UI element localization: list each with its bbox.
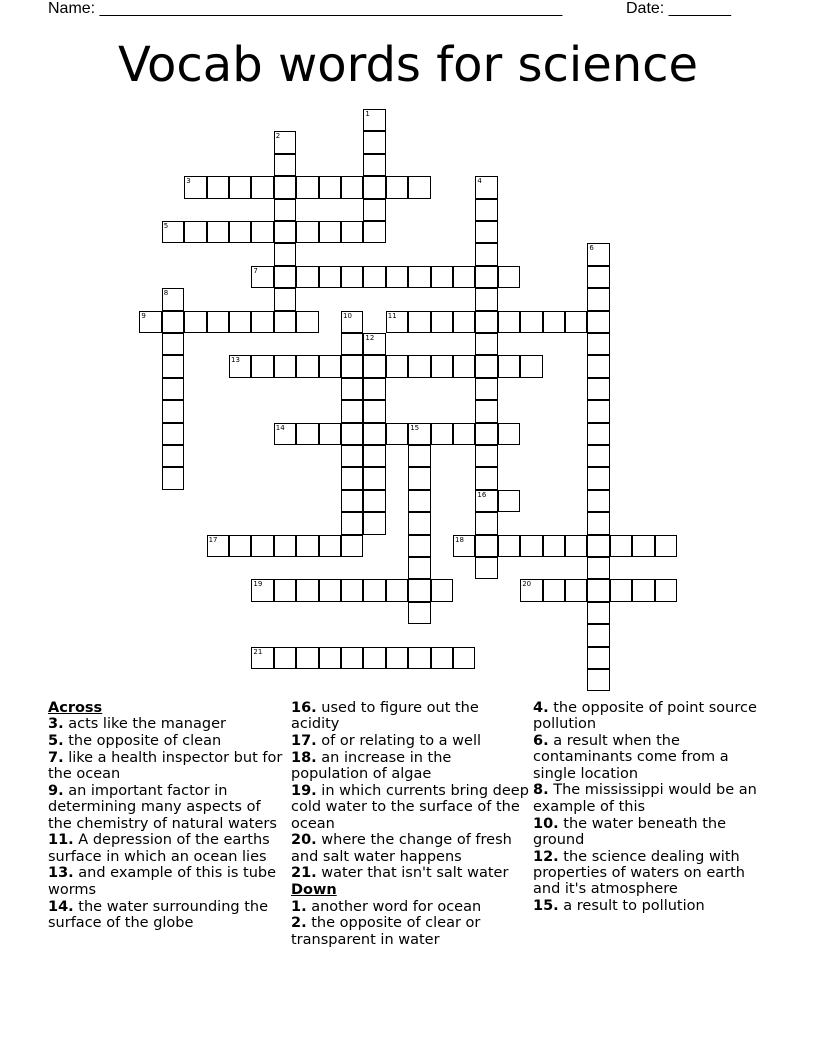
crossword-cell[interactable] (543, 579, 565, 601)
crossword-cell[interactable] (162, 467, 184, 489)
clues-column-3 (533, 700, 763, 915)
crossword-cell[interactable] (587, 647, 609, 669)
crossword-cell[interactable] (229, 355, 251, 377)
crossword-cell[interactable] (565, 579, 587, 601)
crossword-cell[interactable] (341, 400, 363, 422)
crossword-cell[interactable] (386, 355, 408, 377)
crossword-cell[interactable] (408, 535, 430, 557)
crossword-cell[interactable] (565, 311, 587, 333)
crossword-cell[interactable] (341, 266, 363, 288)
crossword-cell[interactable] (408, 423, 430, 445)
crossword-cell[interactable] (162, 311, 184, 333)
crossword-cell[interactable] (341, 490, 363, 512)
crossword-cell[interactable] (587, 602, 609, 624)
crossword-cell[interactable] (162, 333, 184, 355)
crossword-cell[interactable] (341, 221, 363, 243)
crossword-cell[interactable] (408, 579, 430, 601)
crossword-cell[interactable] (207, 311, 229, 333)
crossword-cell[interactable] (363, 109, 385, 131)
crossword-cell[interactable] (363, 490, 385, 512)
crossword-cell[interactable] (341, 535, 363, 557)
crossword-cell[interactable] (296, 221, 318, 243)
crossword-cell[interactable] (162, 221, 184, 243)
crossword-cell[interactable] (341, 445, 363, 467)
crossword-cell[interactable] (610, 535, 632, 557)
crossword-cell[interactable] (408, 467, 430, 489)
crossword-cell[interactable] (341, 467, 363, 489)
crossword-cell[interactable] (363, 199, 385, 221)
crossword-cell[interactable] (408, 490, 430, 512)
crossword-cell[interactable] (363, 221, 385, 243)
crossword-cell[interactable] (520, 311, 542, 333)
crossword-cell[interactable] (408, 512, 430, 534)
crossword-cell[interactable] (296, 579, 318, 601)
crossword-cell[interactable] (319, 647, 341, 669)
crossword-cell[interactable] (363, 355, 385, 377)
crossword-cell[interactable] (274, 176, 296, 198)
crossword-cell[interactable] (184, 311, 206, 333)
crossword-cell[interactable] (341, 378, 363, 400)
crossword-cell[interactable] (543, 535, 565, 557)
crossword-cell[interactable] (498, 355, 520, 377)
clue-across-20: 20. where the change of fresh and salt water happens (291, 832, 512, 865)
clue-down-15: 15. a result to pollution (533, 898, 705, 915)
crossword-cell[interactable] (453, 311, 475, 333)
crossword-cell[interactable] (251, 647, 273, 669)
crossword-cell[interactable] (386, 579, 408, 601)
crossword-cell[interactable] (274, 579, 296, 601)
crossword-cell[interactable] (251, 176, 273, 198)
clue-across-17: 17. of or relating to a well (291, 733, 482, 750)
crossword-cell[interactable] (587, 490, 609, 512)
crossword-cell[interactable] (319, 355, 341, 377)
crossword-cell[interactable] (431, 266, 453, 288)
crossword-cell[interactable] (162, 400, 184, 422)
crossword-cell[interactable] (229, 535, 251, 557)
crossword-cell[interactable] (408, 311, 430, 333)
clue-across-5: 5. the opposite of clean (48, 733, 222, 750)
crossword-cell[interactable] (587, 288, 609, 310)
crossword-cell[interactable] (251, 221, 273, 243)
crossword-cell[interactable] (207, 221, 229, 243)
crossword-cell[interactable] (139, 311, 161, 333)
crossword-cell[interactable] (184, 221, 206, 243)
crossword-cell[interactable] (408, 647, 430, 669)
crossword-cell[interactable] (386, 423, 408, 445)
crossword-cell[interactable] (363, 579, 385, 601)
crossword-cell[interactable] (587, 423, 609, 445)
clue-number: 7 (253, 266, 258, 275)
crossword-cell[interactable] (498, 423, 520, 445)
crossword-cell[interactable] (431, 579, 453, 601)
crossword-cell[interactable] (319, 221, 341, 243)
down-heading: Down (291, 882, 337, 899)
crossword-cell[interactable] (184, 176, 206, 198)
crossword-cell[interactable] (587, 333, 609, 355)
crossword-cell[interactable] (475, 467, 497, 489)
crossword-cell[interactable] (587, 535, 609, 557)
clue-number: 9 (141, 311, 146, 320)
clue-down-8: 8. The mississippi would be an example of this (533, 782, 757, 815)
crossword-cell[interactable] (229, 311, 251, 333)
clue-across-13: 13. and example of this is tube worms (48, 865, 277, 898)
clue-number: 12 (365, 334, 375, 342)
clue-across-11: 11. A depression of the earths surface in which an ocean lies (48, 832, 270, 865)
clue-number: 8 (163, 289, 169, 298)
clue-number: 1 (365, 110, 370, 118)
clue-number: 17 (208, 535, 218, 544)
crossword-cell[interactable] (475, 423, 497, 445)
crossword-cell[interactable] (363, 131, 385, 153)
crossword-cell[interactable] (207, 535, 229, 557)
clue-number: 19 (253, 580, 263, 589)
crossword-cell[interactable] (475, 400, 497, 422)
crossword-cell[interactable] (408, 176, 430, 198)
crossword-cell[interactable] (363, 176, 385, 198)
crossword-cell[interactable] (341, 333, 363, 355)
crossword-cell[interactable] (498, 490, 520, 512)
crossword-cell[interactable] (363, 445, 385, 467)
crossword-cell[interactable] (475, 333, 497, 355)
crossword-cell[interactable] (565, 535, 587, 557)
crossword-cell[interactable] (162, 423, 184, 445)
crossword-cell[interactable] (363, 467, 385, 489)
crossword-cell[interactable] (274, 355, 296, 377)
crossword-cell[interactable] (498, 266, 520, 288)
clues-column-2 (291, 700, 531, 948)
crossword-cell[interactable] (587, 266, 609, 288)
clue-number: 14 (275, 423, 285, 432)
crossword-cell[interactable] (274, 288, 296, 310)
crossword-cell[interactable] (632, 535, 654, 557)
clue-number: 5 (163, 222, 169, 230)
clue-number: 13 (231, 356, 240, 365)
crossword-cell[interactable] (408, 266, 430, 288)
clue-down-4: 4. the opposite of point source pollution (533, 700, 757, 733)
crossword-cell[interactable] (229, 176, 251, 198)
crossword-cell[interactable] (453, 423, 475, 445)
clue-across-14: 14. the water surrounding the surface of the globe (48, 898, 269, 931)
crossword-cell[interactable] (162, 288, 184, 310)
crossword-cell[interactable] (587, 445, 609, 467)
clue-across-19: 19. in which currents bring deep cold water to the surface of the ocean (291, 782, 529, 832)
page-title: Vocab words for science (117, 37, 699, 93)
crossword-cell[interactable] (274, 266, 296, 288)
crossword-cell[interactable] (296, 647, 318, 669)
clue-across-18: 18. an increase in the population of algae (291, 749, 452, 783)
across-heading: Across (48, 700, 103, 716)
clue-across-9: 9. an important factor in determining many aspects of the chemistry of natural waters (48, 782, 277, 832)
crossword-cell[interactable] (274, 221, 296, 243)
crossword-cell[interactable] (453, 266, 475, 288)
crossword-cell[interactable] (296, 176, 318, 198)
crossword-cell[interactable] (296, 311, 318, 333)
clue-down-6: 6. a result when the contaminants come from a single location (533, 733, 729, 782)
clue-number: 20 (522, 580, 532, 589)
clue-number: 15 (410, 423, 420, 432)
crossword-cell[interactable] (274, 311, 296, 333)
clue-number: 3 (186, 177, 191, 186)
clue-down-1: 1. another word for ocean (291, 898, 482, 915)
crossword-cell[interactable] (319, 423, 341, 445)
crossword-cell[interactable] (274, 131, 296, 153)
crossword-cell[interactable] (274, 647, 296, 669)
crossword-cell[interactable] (296, 535, 318, 557)
name-line: Name: ____________________________________________________ (48, 0, 563, 17)
crossword-cell[interactable] (475, 199, 497, 221)
crossword-cell[interactable] (475, 490, 497, 512)
clue-number: 11 (387, 311, 397, 320)
crossword-cell[interactable] (475, 221, 497, 243)
crossword-cell[interactable] (587, 624, 609, 646)
crossword-cell[interactable] (431, 311, 453, 333)
crossword-cell[interactable] (587, 378, 609, 400)
clue-down-12: 12. the science dealing with properties of waters on earth and it's atmosphere (533, 848, 745, 898)
crossword-cell[interactable] (251, 311, 273, 333)
crossword-cell[interactable] (475, 557, 497, 579)
crossword-cell[interactable] (408, 355, 430, 377)
clue-down-10: 10. the water beneath the ground (533, 815, 727, 848)
crossword-cell[interactable] (363, 378, 385, 400)
crossword-cell[interactable] (363, 423, 385, 445)
crossword-cell[interactable] (319, 579, 341, 601)
crossword-cell[interactable] (274, 535, 296, 557)
crossword-cell[interactable] (587, 243, 609, 265)
clue-across-21: 21. water that isn't salt water (291, 865, 509, 882)
crossword-cell[interactable] (386, 311, 408, 333)
clue-number: 4 (477, 177, 482, 186)
crossword-cell[interactable] (431, 647, 453, 669)
crossword-cell[interactable] (498, 535, 520, 557)
clue-number: 18 (455, 535, 464, 544)
crossword-cell[interactable] (431, 355, 453, 377)
date-line: Date: _______ (626, 0, 731, 17)
clue-number: 16 (477, 490, 487, 499)
crossword-cell[interactable] (162, 378, 184, 400)
crossword-cell[interactable] (655, 535, 677, 557)
crossword-cell[interactable] (363, 512, 385, 534)
crossword-cell[interactable] (251, 535, 273, 557)
crossword-cell[interactable] (341, 355, 363, 377)
crossword-cell[interactable] (363, 154, 385, 176)
crossword-cell[interactable] (475, 266, 497, 288)
crossword-cell[interactable] (475, 243, 497, 265)
clue-across-7: 7. like a health inspector but for the ocean (48, 749, 283, 783)
crossword-cell[interactable] (162, 445, 184, 467)
crossword-cell[interactable] (363, 333, 385, 355)
crossword-cell[interactable] (475, 355, 497, 377)
crossword-cell[interactable] (475, 288, 497, 310)
crossword-cell[interactable] (386, 266, 408, 288)
crossword-cell[interactable] (319, 535, 341, 557)
crossword-cell[interactable] (475, 535, 497, 557)
crossword-cell[interactable] (475, 512, 497, 534)
crossword-cell[interactable] (408, 445, 430, 467)
crossword-cell[interactable] (341, 311, 363, 333)
crossword-cell[interactable] (587, 355, 609, 377)
crossword-cell[interactable] (229, 221, 251, 243)
crossword-cell[interactable] (296, 355, 318, 377)
crossword-cell[interactable] (341, 176, 363, 198)
crossword-cell[interactable] (296, 423, 318, 445)
crossword-cell[interactable] (274, 423, 296, 445)
crossword-cell[interactable] (587, 311, 609, 333)
clue-number: 2 (275, 132, 281, 141)
crossword-cell[interactable] (363, 647, 385, 669)
crossword-cell[interactable] (587, 579, 609, 601)
clue-number: 6 (589, 244, 594, 253)
crossword-cell[interactable] (274, 154, 296, 176)
crossword-cell[interactable] (431, 423, 453, 445)
crossword-cell[interactable] (341, 579, 363, 601)
clue-across-3: 3. acts like the manager (48, 716, 226, 733)
crossword-cell[interactable] (610, 579, 632, 601)
crossword-cell[interactable] (520, 535, 542, 557)
clue-down-2: 2. the opposite of clear or transparent in water (291, 915, 481, 948)
crossword-cell[interactable] (475, 445, 497, 467)
crossword-cell[interactable] (386, 176, 408, 198)
crossword-cell[interactable] (251, 579, 273, 601)
crossword-cell[interactable] (408, 602, 430, 624)
crossword-cell[interactable] (363, 266, 385, 288)
crossword-cell[interactable] (319, 266, 341, 288)
crossword-cell[interactable] (520, 579, 542, 601)
crossword-cell[interactable] (162, 355, 184, 377)
crossword-cell[interactable] (520, 355, 542, 377)
crossword-cell[interactable] (632, 579, 654, 601)
crossword-cell[interactable] (274, 243, 296, 265)
crossword-cell[interactable] (319, 176, 341, 198)
crossword-cell[interactable] (251, 355, 273, 377)
crossword-cell[interactable] (453, 647, 475, 669)
crossword-cell[interactable] (341, 512, 363, 534)
crossword-cell[interactable] (386, 647, 408, 669)
clues-column-1 (48, 700, 288, 932)
crossword-cell[interactable] (274, 199, 296, 221)
crossword-cell[interactable] (498, 311, 520, 333)
crossword-cell[interactable] (453, 535, 475, 557)
crossword-cell[interactable] (475, 378, 497, 400)
crossword-cell[interactable] (587, 512, 609, 534)
crossword-cell[interactable] (655, 579, 677, 601)
crossword-cell[interactable] (251, 266, 273, 288)
clue-number: 21 (253, 647, 263, 656)
clue-across-16: 16. used to figure out the acidity (291, 700, 479, 733)
crossword-cell[interactable] (475, 311, 497, 333)
clue-number: 10 (343, 311, 352, 320)
crossword-cell[interactable] (587, 400, 609, 422)
crossword-cell[interactable] (543, 311, 565, 333)
crossword-cell[interactable] (453, 355, 475, 377)
crossword-cell[interactable] (341, 423, 363, 445)
crossword-cell[interactable] (587, 557, 609, 579)
crossword-cell[interactable] (587, 467, 609, 489)
crossword-cell[interactable] (341, 647, 363, 669)
crossword-cell[interactable] (587, 669, 609, 691)
crossword-cell[interactable] (363, 400, 385, 422)
crossword-cell[interactable] (475, 176, 497, 198)
crossword-cell[interactable] (296, 266, 318, 288)
crossword-cell[interactable] (408, 557, 430, 579)
crossword-cell[interactable] (207, 176, 229, 198)
